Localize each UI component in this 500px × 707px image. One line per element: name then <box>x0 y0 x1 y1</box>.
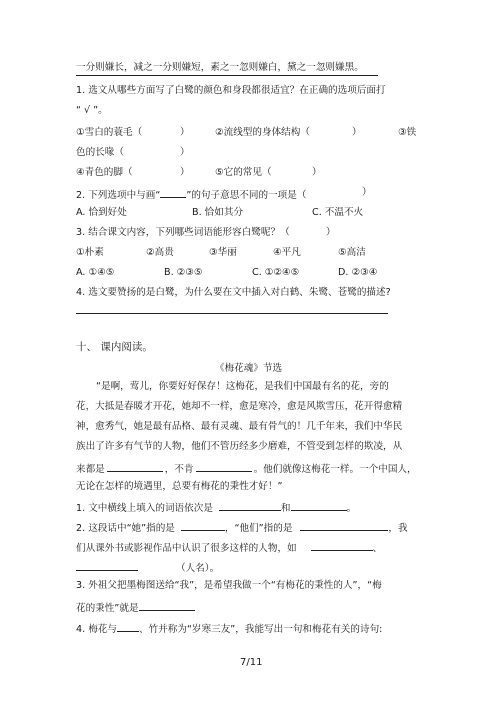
reading-question-4-text-a: 4. 梅花与 <box>76 624 117 635</box>
reading-question-3-text-b: 花的秉性”就是 <box>76 603 139 614</box>
question-2-paren[interactable]: ） <box>362 187 372 198</box>
passage-text: 。他们就像这梅花一样。一个中国人， <box>253 464 417 475</box>
passage-line-3: 神，愈秀气，她是最有品格、最有灵魂、最有骨气的！几千年来，我们中华民 <box>76 421 403 432</box>
q1-option-5: ⑤它的常见（ <box>215 167 272 178</box>
q1-option-3-paren[interactable]: ） <box>180 147 190 158</box>
q3-choice-b[interactable]: B. ②③⑤ <box>164 267 203 278</box>
question-2-text-a: 2. 下列选项中与画“ <box>76 190 161 201</box>
reading-question-1-text: 1. 文中横线上填入的词语依次是 <box>76 503 213 514</box>
connector-text: 和 <box>280 503 291 514</box>
reading-question-2 <box>76 519 408 535</box>
reading-question-4 <box>76 620 382 636</box>
answer-blank[interactable] <box>76 559 138 571</box>
q3-word-3: ③华丽 <box>209 247 237 258</box>
reading-question-2-cont <box>76 539 382 555</box>
reading-question-3-cont <box>76 599 195 615</box>
answer-blank[interactable] <box>300 519 388 531</box>
passage-line-5 <box>76 460 417 476</box>
reading-question-2-text-a: 2. 这段话中“她”指的是 <box>76 523 175 534</box>
q3-choice-d[interactable]: D. ②③④ <box>338 267 378 278</box>
fill-blank-2[interactable] <box>196 460 252 472</box>
reading-question-1 <box>76 499 356 515</box>
question-4-stem: 4. 选文要赞扬的是白鹭，为什么要在文中插入对白鹤、朱鹭、苍鹭的描述? <box>76 287 391 298</box>
answer-blank[interactable] <box>160 186 186 198</box>
q1-option-3-cont: 色的长喙（ <box>76 147 124 158</box>
reading-question-2-cont-2 <box>76 559 219 575</box>
reading-question-2-text-b: ，“他们”指的是 <box>224 523 293 534</box>
q3-choice-c[interactable]: C. ①②④⑤ <box>252 267 300 278</box>
question-2-stem <box>76 186 306 202</box>
answer-blank[interactable] <box>117 620 139 632</box>
passage-text: ，不肯 <box>164 464 194 475</box>
q3-choice-a[interactable]: A. ①④⑤ <box>76 267 115 278</box>
q3-word-5: ⑤高洁 <box>338 247 366 258</box>
q1-option-1 <box>76 126 142 139</box>
section-heading: 十、 课内阅读。 <box>76 341 153 353</box>
answer-blank[interactable] <box>291 499 347 511</box>
passage-line-1: “是啊，莺儿，你要好好保存！这梅花，是我们中国最有名的花，旁的 <box>96 381 389 392</box>
fill-blank-1[interactable] <box>107 460 163 472</box>
passage-line-6: 无论在怎样的境遇里，总要有梅花的秉性才好！” <box>76 481 283 492</box>
passage-text: 一分则嫌长，减之一分则嫌短，素之一忽则嫌白，黛之一忽则嫌黑。 <box>76 62 364 73</box>
passage-line-4: 族出了许多有气节的人物，他们不管历经多少磨难，不管受到怎样的欺凌，从 <box>76 441 403 452</box>
q2-choice-c[interactable]: C. 不温不火 <box>312 207 364 218</box>
question-3-paren[interactable]: ） <box>326 227 336 238</box>
passage-title: 《梅花魂》节选 <box>215 363 283 374</box>
passage-line-2: 花，大抵是春暖才开花，她却不一样，愈是寒冷，愈是风欺雪压，花开得愈精 <box>76 401 403 412</box>
q1-option-3: ③铁 <box>398 127 417 138</box>
answer-blank[interactable] <box>219 499 281 511</box>
q3-word-2: ②高贵 <box>146 247 174 258</box>
q1-option-2-paren[interactable]: ） <box>352 127 362 138</box>
q3-word-1: ①朴素 <box>76 247 104 258</box>
question-1-stem-cont: “ √ ”。 <box>76 105 108 116</box>
answer-blank[interactable] <box>311 539 373 551</box>
reading-question-3: 3. 外祖父把墨梅图送给“我”，是希望我做一个“有梅花的秉性的人”，“梅 <box>76 580 382 591</box>
question-3-stem: 3. 结合课文内容，下列哪些词语能形容白鹭呢？（ <box>76 227 290 238</box>
q2-choice-a[interactable]: A. 恰到好处 <box>76 207 127 218</box>
reading-question-2-text-c: ，我 <box>388 523 408 534</box>
answer-blank[interactable] <box>181 519 225 531</box>
answer-blank[interactable] <box>139 599 195 611</box>
q1-option-2: ②流线型的身体结构（ <box>215 127 310 138</box>
punctuation: 。 <box>346 503 357 514</box>
q2-choice-b[interactable]: B. 恰如其分 <box>192 207 244 218</box>
answer-line[interactable] <box>76 313 388 314</box>
question-2-text-b: ”的句子意思不同的一项是（ <box>186 190 307 201</box>
passage-line <box>76 61 364 74</box>
reading-question-4-text-b: 、竹并称为“岁寒三友”，我能写出一句和梅花有关的诗句: <box>138 624 383 635</box>
question-1-stem: 1. 选文从哪些方面写了白鹭的颜色和身段都很适宜？在正确的选项后面打 <box>76 85 386 96</box>
q1-option-1-paren[interactable]: ） <box>180 127 190 138</box>
passage-text: 来都是 <box>76 464 105 475</box>
q1-option-4-paren[interactable]: ） <box>180 167 190 178</box>
reading-question-2-text-d: 们从课外书或影视作品中认识了很多这样的人物，如 <box>76 543 297 554</box>
underline-rule <box>76 75 378 76</box>
q1-option-5-paren[interactable]: ） <box>312 167 322 178</box>
reading-question-2-text-f: （人名）。 <box>176 563 220 574</box>
q1-option-4: ④青色的脚（ <box>76 167 133 178</box>
punctuation: 、 <box>372 543 383 554</box>
q3-word-4: ④平凡 <box>273 247 301 258</box>
q1-option-1-label: ①雪白的蓑毛（ <box>76 127 143 138</box>
page-number: 7/11 <box>240 657 263 668</box>
